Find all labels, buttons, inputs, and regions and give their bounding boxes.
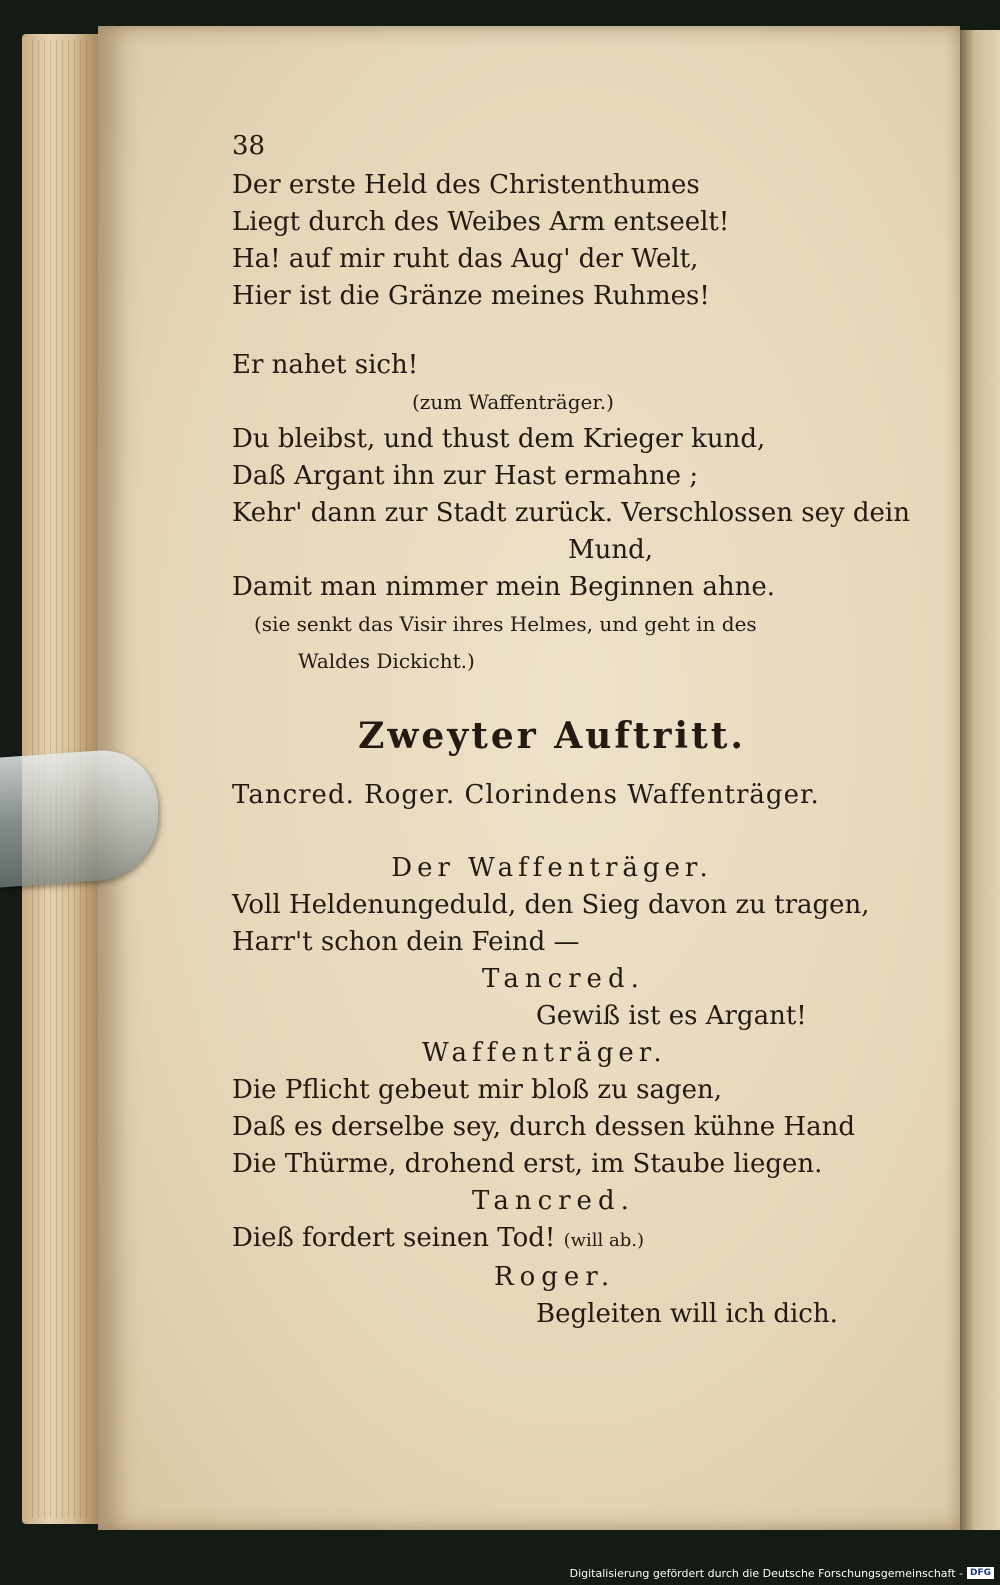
dialogue (232, 850, 872, 1333)
dialogue-line: Gewiß ist es Argant! (536, 1001, 807, 1031)
cast-list: Tancred. Roger. Clorindens Waffenträger. (232, 780, 820, 810)
digitization-credit (570, 1565, 994, 1581)
dialogue-line: Die Thürme, drohend erst, im Staube liegen. (232, 1149, 823, 1179)
verse-line: Damit man nimmer mein Beginnen ahne. (232, 572, 775, 602)
dialogue-line: Die Pflicht gebeut mir bloß zu sagen, (232, 1075, 723, 1105)
verse-continuation: Mund, (568, 535, 654, 565)
scene-heading: Zweyter Auftritt. (358, 715, 746, 757)
verse-line: Kehr' dann zur Stadt zurück. Verschlossen sey dein (232, 498, 910, 528)
speaker-name: Roger. (494, 1262, 616, 1292)
dialogue-line: Harr't schon dein Feind — (232, 927, 580, 957)
verse-line: Du bleibst, und thust dem Krieger kund, (232, 424, 766, 454)
dialogue-line: Begleiten will ich dich. (536, 1299, 838, 1329)
page-text (232, 128, 910, 1333)
verse-line: Daß Argant ihn zur Hast ermahne ; (232, 461, 699, 491)
speaker-name: Tancred. (482, 964, 645, 994)
speaker-name: Tancred. (472, 1186, 635, 1216)
verse-line: Liegt durch des Weibes Arm entseelt! (232, 207, 730, 237)
verse-line: Ha! auf mir ruht das Aug' der Welt, (232, 244, 699, 274)
page-number: 38 (232, 131, 266, 161)
stage-direction: (sie senkt das Visir ihres Helmes, und geht in des (254, 612, 757, 636)
credit-text: Digitalisierung gefördert durch die Deutsche Forschungsgemeinschaft - (569, 1566, 963, 1580)
speaker-name: Waffenträger. (422, 1038, 667, 1068)
speaker-name: Der Waffenträger. (391, 853, 713, 883)
dialogue-line: Daß es derselbe sey, durch dessen kühne Hand (232, 1112, 855, 1142)
verse-line: Der erste Held des Christenthumes (232, 170, 700, 200)
verse-line: Er nahet sich! (232, 350, 419, 380)
stage-direction: (zum Waffenträger.) (412, 390, 614, 414)
dialogue-text: Dieß fordert seinen Tod! (232, 1223, 556, 1253)
facing-page-edge (958, 30, 1000, 1530)
stanza-2 (232, 347, 910, 680)
verse-line: Hier ist die Gränze meines Ruhmes! (232, 281, 710, 311)
dialogue-line: Voll Heldenungeduld, den Sieg davon zu tragen, (232, 890, 870, 920)
stanza-1 (232, 167, 872, 315)
dfg-logo: DFG (967, 1567, 994, 1579)
stage-direction: (will ab.) (563, 1230, 644, 1251)
dialogue-line (232, 1220, 872, 1259)
stage-direction: Waldes Dickicht.) (298, 649, 475, 673)
